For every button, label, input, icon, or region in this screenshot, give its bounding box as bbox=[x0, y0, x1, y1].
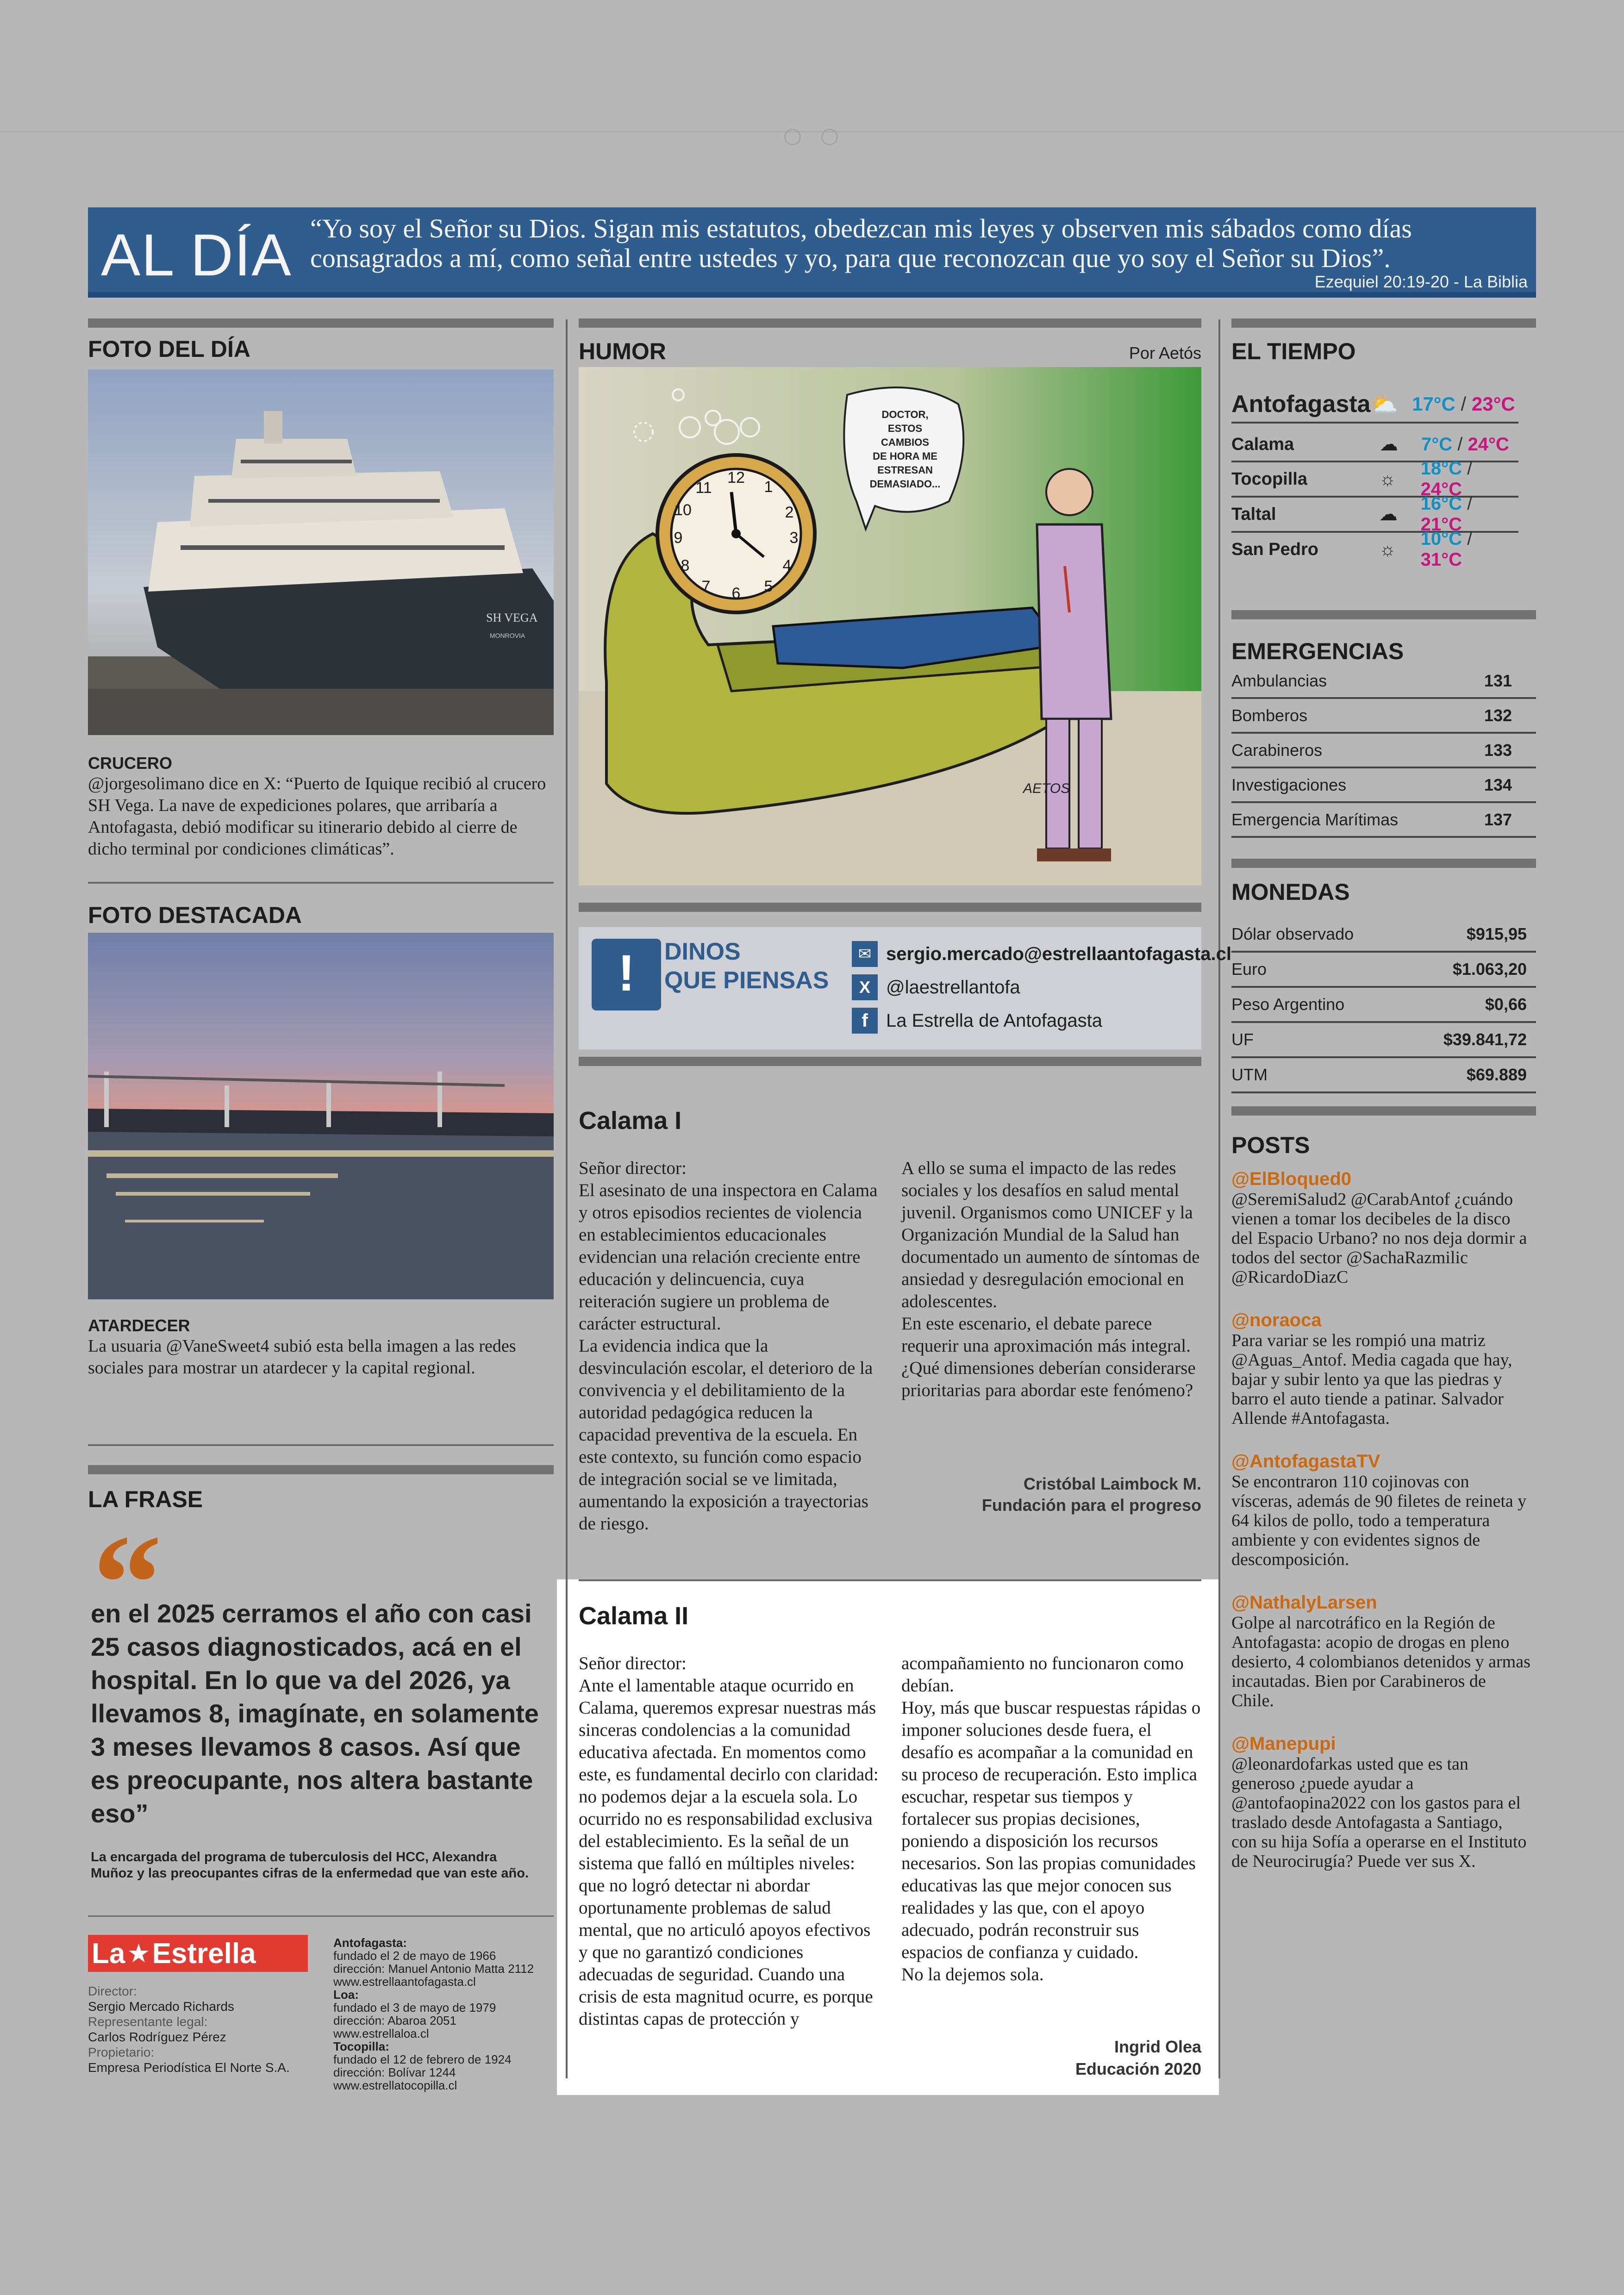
ship-port-text: MONROVIA bbox=[490, 632, 525, 639]
emergency-label: Emergencia Marítimas bbox=[1231, 810, 1399, 829]
weather-city: Antofagasta bbox=[1231, 391, 1371, 418]
currency-label: Peso Argentino bbox=[1231, 995, 1345, 1014]
currency-label: UTM bbox=[1231, 1065, 1268, 1084]
edition-antofagasta bbox=[333, 1936, 556, 1988]
emergencias-list bbox=[1231, 664, 1536, 838]
bubble-line: ESTRESAN bbox=[877, 464, 933, 476]
calama1-col2: A ello se suma el impacto de las redes sociales y los desafíos en salud mental juvenil. Organismos como UNICEF y la Organización Mundial de la Salud han documentado un aumento de síntomas de ansiedad y desregulación emocional en adolescentes. En este escenario, el debate parece requerir una aproximación más integral. ¿Qué dimensiones deberían considerarse prioritarias para abordar este fenómeno? bbox=[901, 1158, 1200, 1400]
temp-high: 24°C bbox=[1468, 434, 1509, 455]
director-name: Sergio Mercado Richards bbox=[88, 1999, 234, 2014]
calama1-col1: Señor director: El asesinato de una inspectora en Calama y otros episodios recientes de violencia en establecimientos educacionales evidencian una relación creciente entre educación y delincuencia, cuya reiteración sugiere un problema de carácter estructural. La evidencia indica que la desvinculación escolar, el deterioro de la convivencia y el debilitamiento de la autoridad pedagógica reducen la capacidad preventiva de la escuela. En este contexto, su función como espacio de integración social se ve limitada, aumentando la exposición a trayectorias de riesgo. bbox=[579, 1158, 878, 1534]
bubble-line: ESTOS bbox=[887, 423, 923, 434]
posts-list bbox=[1231, 1169, 1532, 1871]
emergency-number[interactable]: 132 bbox=[1484, 705, 1512, 725]
rule bbox=[88, 1915, 554, 1917]
edition-founded: fundado el 12 de febrero de 1924 bbox=[333, 2052, 512, 2066]
bubble-line: DEMASIADO... bbox=[869, 478, 941, 490]
sun-cloud-icon: ⛅ bbox=[1370, 392, 1398, 417]
weather-row-main bbox=[1231, 387, 1518, 424]
dinos-title-line2: QUE PIENSAS bbox=[664, 967, 829, 994]
contact-facebook[interactable] bbox=[852, 1004, 1231, 1037]
post-handle[interactable]: @Manepupi bbox=[1231, 1734, 1336, 1754]
weather-row bbox=[1231, 493, 1518, 535]
currency-value: $69.889 bbox=[1466, 1065, 1527, 1084]
column-divider-right bbox=[1218, 319, 1220, 2078]
emergency-row bbox=[1231, 734, 1536, 768]
temp-high: 24°C bbox=[1420, 479, 1462, 499]
legal-name: Carlos Rodríguez Pérez bbox=[88, 2030, 226, 2044]
temp-high: 31°C bbox=[1420, 549, 1462, 570]
exclamation-icon: ! bbox=[592, 939, 661, 1010]
calama2-org: Educación 2020 bbox=[1075, 2059, 1201, 2078]
post-item bbox=[1231, 1734, 1532, 1871]
calama2-title: Calama II bbox=[579, 1602, 689, 1630]
contact-email[interactable] bbox=[852, 937, 1231, 971]
section-bar bbox=[579, 1057, 1201, 1066]
masthead-staff bbox=[88, 1983, 319, 2075]
owner-name: Empresa Periodística El Norte S.A. bbox=[88, 2060, 290, 2075]
emergency-label: Carabineros bbox=[1231, 740, 1323, 760]
post-handle[interactable]: @AntofagastaTV bbox=[1231, 1451, 1380, 1472]
emergency-row bbox=[1231, 803, 1536, 838]
currency-label: Euro bbox=[1231, 960, 1267, 979]
currency-row bbox=[1231, 988, 1536, 1023]
calama2-col1: Señor director: Ante el lamentable ataque ocurrido en Calama, queremos expresar nuestras más sinceras condolencias a la comunidad educativa afectada. En momentos como este, es fundamental decirlo con claridad: no podemos dejar a la escuela sola. Lo ocurrido no es responsabilidad exclusiva del establecimiento. Es la señal de un sistema que falló en múltiples niveles: que no logró detectar ni abordar oportunamente problemas de salud mental, que no articuló apoyos efectivos y que no garantizó condiciones adecuadas de seguridad. Cuando una crisis de esta magnitud ocurre, es porque distintas capas de protección y bbox=[579, 1653, 879, 2029]
atardecer-caption: La usuaria @VaneSweet4 subió esta bella imagen a las redes sociales para mostrar un atardecer y la capital regional. bbox=[88, 1336, 516, 1378]
emergency-row bbox=[1231, 699, 1536, 734]
owner-label: Propietario: bbox=[88, 2045, 155, 2059]
banner-citation: Ezequiel 20:19-20 - La Biblia bbox=[1314, 272, 1528, 291]
post-item bbox=[1231, 1592, 1532, 1710]
rule bbox=[88, 882, 554, 884]
currency-value: $0,66 bbox=[1485, 995, 1527, 1014]
posts-heading: POSTS bbox=[1231, 1132, 1310, 1158]
foto-dia-heading: FOTO DEL DÍA bbox=[88, 336, 250, 362]
post-item bbox=[1231, 1169, 1532, 1287]
ship-name-text: SH VEGA bbox=[486, 611, 538, 624]
banner-title: AL DÍA bbox=[101, 222, 292, 288]
bubble-line: DE HORA ME bbox=[873, 450, 937, 462]
weather-temps bbox=[1412, 393, 1515, 415]
currency-row bbox=[1231, 1058, 1536, 1093]
emergency-row bbox=[1231, 768, 1536, 803]
svg-text:1: 1 bbox=[764, 478, 773, 496]
temp-sep: / bbox=[1467, 458, 1473, 479]
frase-source: La encargada del programa de tuberculosis del HCC, Alexandra Muñoz y las preocupantes cifras de la enfermedad que van este año. bbox=[91, 1850, 529, 1881]
section-bar bbox=[1231, 610, 1536, 619]
cloud-icon: ☁ bbox=[1379, 504, 1398, 524]
edition-address: dirección: Manuel Antonio Matta 2112 bbox=[333, 1962, 534, 1976]
temp-sep: / bbox=[1467, 493, 1473, 514]
masthead-editions bbox=[333, 1936, 556, 2092]
section-bar bbox=[1231, 318, 1536, 328]
temp-sep: / bbox=[1457, 434, 1463, 455]
section-bar bbox=[579, 903, 1201, 912]
crucero-photo bbox=[88, 369, 554, 735]
svg-text:3: 3 bbox=[789, 529, 799, 547]
calama1-signature bbox=[982, 1473, 1201, 1516]
edition-city: Loa: bbox=[333, 1988, 359, 2002]
emergency-number[interactable]: 137 bbox=[1484, 810, 1512, 829]
svg-text:7: 7 bbox=[701, 578, 711, 595]
page-top-divider bbox=[0, 131, 1624, 132]
weather-city: San Pedro bbox=[1231, 539, 1318, 559]
currency-row bbox=[1231, 953, 1536, 988]
weather-temps bbox=[1421, 529, 1518, 570]
frase-quote: en el 2025 cerramos el año con casi 25 casos diagnosticados, acá en el hospital. En lo que va del 2026, ya llevamos 8, imagínate, en solamente 3 meses llevamos 8 casos. Así que es preocupante, nos altera bastante eso” bbox=[91, 1599, 539, 1828]
atardecer-photo bbox=[88, 933, 554, 1299]
currency-value: $39.841,72 bbox=[1443, 1030, 1527, 1049]
post-handle[interactable]: @ElBloqued0 bbox=[1231, 1169, 1352, 1189]
temp-low: 7°C bbox=[1421, 434, 1453, 455]
post-item bbox=[1231, 1310, 1532, 1428]
post-handle[interactable]: @noraoca bbox=[1231, 1310, 1322, 1330]
star-icon: ★ bbox=[127, 1939, 150, 1968]
svg-text:6: 6 bbox=[731, 585, 741, 602]
section-bar bbox=[88, 1465, 554, 1474]
tiempo-heading: EL TIEMPO bbox=[1231, 338, 1356, 364]
emergency-row bbox=[1231, 664, 1536, 699]
crucero-caption: @jorgesolimano dice en X: “Puerto de Iquique recibió al crucero SH Vega. La nave de expediciones polares, que arribaría a Antofagasta, debió modificar su itinerario debido al cierre de dicho terminal por condiciones climáticas”. bbox=[88, 774, 546, 859]
dinos-title-line1: DINOS bbox=[664, 938, 741, 965]
currency-value: $915,95 bbox=[1466, 924, 1527, 943]
temp-high: 21°C bbox=[1420, 514, 1462, 535]
post-text: Se encontraron 110 cojinovas con vísceras, además de 90 filetes de reineta y 64 kilos de pollo, todo a temperatura ambiente y con evidentes signos de descomposición. bbox=[1231, 1472, 1527, 1569]
svg-text:2: 2 bbox=[785, 504, 794, 521]
edition-loa bbox=[333, 1988, 556, 2040]
edition-founded: fundado el 2 de mayo de 1966 bbox=[333, 1949, 496, 1963]
dinos-box bbox=[579, 927, 1231, 1049]
weather-row bbox=[1231, 458, 1518, 499]
edition-city: Tocopilla: bbox=[333, 2039, 389, 2053]
crucero-caption-title: CRUCERO bbox=[88, 754, 173, 773]
foto-destacada-heading: FOTO DESTACADA bbox=[88, 902, 302, 928]
humor-cartoon bbox=[579, 367, 1201, 886]
sun-icon: ☼ bbox=[1379, 539, 1396, 560]
legal-label: Representante legal: bbox=[88, 2014, 208, 2029]
la-frase-heading: LA FRASE bbox=[88, 1486, 203, 1512]
section-bar bbox=[1231, 1106, 1536, 1116]
calama1-org: Fundación para el progreso bbox=[981, 1496, 1201, 1515]
atardecer-caption-title: ATARDECER bbox=[88, 1316, 190, 1335]
mail-icon: ✉ bbox=[852, 941, 878, 967]
post-text: @leonardofarkas usted que es tan generoso ¿puede ayudar a @antofaopina2022 con los gastos para el traslado desde Antofagasta a Santiago, con su hija Sofía a operarse en el Instituto de Neurocirugía? Puede ver sus X. bbox=[1231, 1754, 1527, 1871]
humor-heading: HUMOR bbox=[579, 338, 666, 364]
calama1-author: Cristóbal Laimbock M. bbox=[1023, 1474, 1201, 1493]
weather-city: Calama bbox=[1231, 434, 1294, 454]
cartoon-signature: AETOS bbox=[1023, 781, 1070, 796]
section-bar bbox=[1231, 859, 1536, 868]
currency-label: UF bbox=[1231, 1030, 1254, 1049]
weather-row bbox=[1231, 529, 1518, 570]
banner-quote: “Yo soy el Señor su Dios. Sigan mis estatutos, obedezcan mis leyes y observen mis sábados como días consagrados a mí, como señal entre ustedes y yo, para que reconozcan que yo soy el Señor su Dios”. bbox=[310, 213, 1412, 273]
svg-text:11: 11 bbox=[695, 479, 712, 497]
logo-estrella: Estrella bbox=[152, 1937, 256, 1970]
logo-la: La bbox=[92, 1937, 125, 1970]
column-divider-left bbox=[566, 319, 568, 2078]
sun-icon: ☼ bbox=[1379, 468, 1396, 489]
calama1-title: Calama I bbox=[579, 1107, 682, 1135]
weather-city: Tocopilla bbox=[1231, 469, 1307, 489]
temp-low: 16°C bbox=[1420, 493, 1462, 514]
calama2-author: Ingrid Olea bbox=[1114, 2037, 1201, 2056]
emergency-number[interactable]: 133 bbox=[1484, 740, 1512, 760]
wind-cloud-icon: ☁ bbox=[1380, 434, 1398, 455]
calama2-signature bbox=[1075, 2036, 1201, 2080]
edition-city: Antofagasta: bbox=[333, 1936, 407, 1950]
calama2-col2: acompañamiento no funcionaron como debían. Hoy, más que buscar respuestas rápidas o imponer soluciones desde fuera, el desafío es acompañar a la comunidad en su proceso de recuperación. Esto implica escuchar, respetar sus tiempos y fortalecer sus propias decisiones, poniendo a disposición los recursos necesarios. Son las propias comunidades educativas las que mejor conocen sus realidades y las que, con el apoyo adecuado, podrán reconstruir sus espacios de confianza y cuidado. No la dejemos sola. bbox=[901, 1653, 1201, 1984]
temp-high: 23°C bbox=[1471, 393, 1515, 415]
emergencias-heading: EMERGENCIAS bbox=[1231, 638, 1404, 664]
temp-sep: / bbox=[1467, 529, 1473, 549]
section-bar bbox=[88, 318, 554, 328]
bubble-line: DOCTOR, bbox=[881, 409, 929, 420]
rule bbox=[579, 1579, 1201, 1581]
svg-text:10: 10 bbox=[674, 501, 692, 519]
weather-row bbox=[1231, 428, 1518, 462]
edition-founded: fundado el 3 de mayo de 1979 bbox=[333, 2001, 496, 2014]
facebook-link[interactable]: La Estrella de Antofagasta bbox=[886, 1010, 1102, 1031]
bubble-line: CAMBIOS bbox=[881, 437, 929, 448]
edition-website[interactable]: www.estrellaloa.cl bbox=[333, 2027, 429, 2040]
weather-list bbox=[1231, 428, 1518, 570]
section-bar bbox=[579, 318, 1201, 328]
post-text: Golpe al narcotráfico en la Región de Antofagasta: acopio de drogas en pleno desierto, 4 colombianos detenidos y armas incautadas. Bien por Carabineros de Chile. bbox=[1231, 1613, 1530, 1710]
emergency-label: Investigaciones bbox=[1231, 775, 1347, 794]
dinos-contacts bbox=[852, 937, 1231, 1037]
svg-text:5: 5 bbox=[764, 578, 773, 595]
post-text: Para variar se les rompió una matriz @Aguas_Antof. Media cagada que hay, bajar y subir lento ya que las piedras y barro el auto tiende a patinar. Salvador Allende #Antofagasta. bbox=[1231, 1331, 1512, 1428]
svg-text:4: 4 bbox=[782, 557, 792, 574]
post-text: @SeremiSalud2 @CarabAntof ¿cuándo vienen a tomar los decibeles de la disco del Espacio Urbano? no nos deja dormir a todos del sector @SachaRazmilic @RicardoDiazC bbox=[1231, 1190, 1527, 1287]
email-link[interactable]: sergio.mercado@estrellaantofagasta.cl bbox=[886, 944, 1231, 964]
currency-label: Dólar observado bbox=[1231, 924, 1354, 943]
quote-mark-icon: “ bbox=[93, 1506, 162, 1660]
currency-value: $1.063,20 bbox=[1452, 960, 1527, 979]
temp-low: 18°C bbox=[1420, 458, 1462, 479]
weather-city: Taltal bbox=[1231, 504, 1276, 524]
emergency-number[interactable]: 134 bbox=[1484, 775, 1512, 794]
al-dia-banner bbox=[88, 207, 1536, 298]
emergency-label: Bomberos bbox=[1231, 705, 1308, 725]
page-nav-dot-left[interactable] bbox=[784, 129, 801, 145]
svg-text:12: 12 bbox=[727, 469, 745, 486]
page-nav-dot-right[interactable] bbox=[821, 129, 838, 145]
monedas-heading: MONEDAS bbox=[1231, 879, 1350, 905]
la-estrella-logo bbox=[88, 1935, 308, 1972]
edition-website[interactable]: www.estrellatocopilla.cl bbox=[333, 2078, 457, 2092]
weather-temps bbox=[1421, 434, 1509, 455]
temp-low: 17°C bbox=[1412, 393, 1455, 415]
director-label: Director: bbox=[88, 1984, 137, 1998]
facebook-icon: f bbox=[852, 1008, 878, 1034]
edition-address: dirección: Bolívar 1244 bbox=[333, 2065, 456, 2079]
rule bbox=[88, 1444, 554, 1446]
x-icon: X bbox=[852, 974, 878, 1000]
monedas-list bbox=[1231, 917, 1536, 1093]
edition-website[interactable]: www.estrellaantofagasta.cl bbox=[333, 1975, 476, 1989]
currency-row bbox=[1231, 917, 1536, 953]
edition-tocopilla bbox=[333, 2040, 556, 2092]
emergency-number[interactable]: 131 bbox=[1484, 671, 1512, 690]
humor-byline: Por Aetós bbox=[1129, 343, 1201, 362]
svg-text:9: 9 bbox=[674, 529, 683, 547]
x-handle-link[interactable]: @laestrellantofa bbox=[886, 977, 1020, 998]
post-handle[interactable]: @NathalyLarsen bbox=[1231, 1592, 1377, 1613]
contact-x[interactable] bbox=[852, 971, 1231, 1004]
emergency-label: Ambulancias bbox=[1231, 671, 1327, 690]
svg-text:8: 8 bbox=[681, 557, 690, 574]
edition-address: dirección: Abaroa 2051 bbox=[333, 2014, 456, 2027]
temp-sep: / bbox=[1461, 393, 1467, 415]
post-item bbox=[1231, 1451, 1532, 1569]
dinos-title bbox=[664, 937, 829, 995]
temp-low: 10°C bbox=[1420, 529, 1462, 549]
currency-row bbox=[1231, 1023, 1536, 1058]
